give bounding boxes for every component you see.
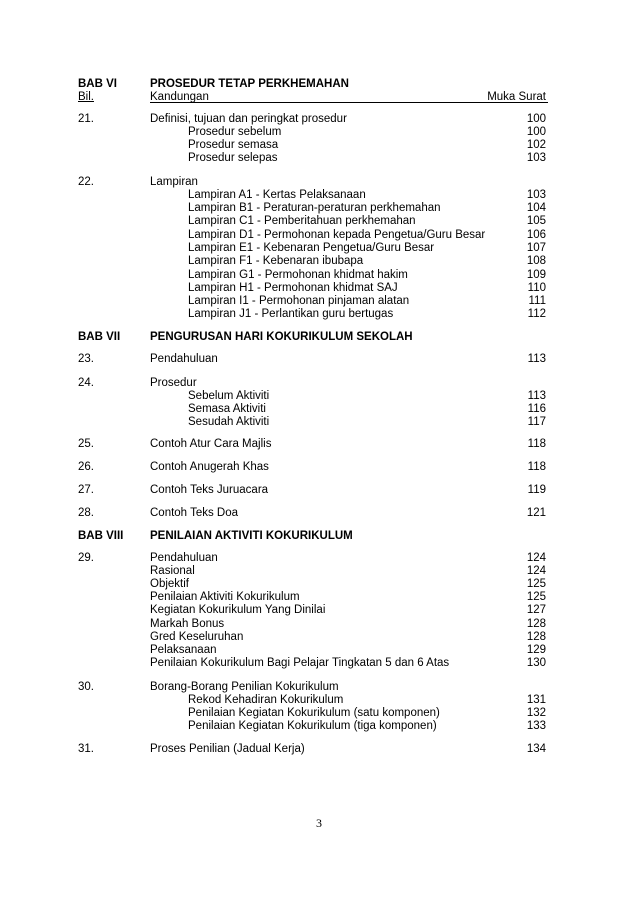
col-bil: Bil.: [78, 91, 94, 103]
toc-row: Sebelum Aktiviti 113: [188, 390, 546, 402]
toc-row: 29. Pendahuluan 124: [78, 552, 546, 564]
toc-row: Rekod Kehadiran Kokurikulum 131: [188, 694, 546, 706]
toc-row: Lampiran I1 - Permohonan pinjaman alatan 111: [188, 295, 546, 307]
toc-row: Prosedur selepas 103: [188, 152, 546, 164]
toc-row: Lampiran A1 - Kertas Pelaksanaan 103: [188, 189, 546, 201]
toc-row: Lampiran G1 - Permohonan khidmat hakim 109: [188, 269, 546, 281]
toc-row: Objektif 125: [150, 578, 546, 590]
toc-row: Markah Bonus 128: [150, 618, 546, 630]
toc-row: Penilaian Kegiatan Kokurikulum (tiga komponen) 133: [188, 720, 546, 732]
toc-row: Rasional 124: [150, 565, 546, 577]
toc-row: Sesudah Aktiviti 117: [188, 416, 546, 428]
toc-row: Lampiran J1 - Perlantikan guru bertugas 112: [188, 308, 546, 320]
page-number: 3: [316, 816, 322, 830]
toc-row: Lampiran B1 - Peraturan-peraturan perkhemahan 104: [188, 202, 546, 214]
toc-row: Lampiran F1 - Kebenaran ibubapa 108: [188, 255, 546, 267]
col-muka-surat: Muka Surat: [487, 91, 546, 103]
toc-row: Semasa Aktiviti 116: [188, 403, 546, 415]
toc-row: Penilaian Kokurikulum Bagi Pelajar Tingkatan 5 dan 6 Atas 130: [150, 657, 546, 669]
toc-row: 31. Proses Penilian (Jadual Kerja) 134: [78, 743, 546, 755]
chapter-label: BAB VI: [78, 78, 117, 90]
toc-row: Lampiran E1 - Kebenaran Pengetua/Guru Besar 107: [188, 242, 546, 254]
toc-row: Kegiatan Kokurikulum Yang Dinilai 127: [150, 604, 546, 616]
toc-row: Gred Keseluruhan 128: [150, 631, 546, 643]
toc-row: Prosedur sebelum 100: [188, 126, 546, 138]
toc-chapter-row: BAB VII PENGURUSAN HARI KOKURIKULUM SEKOLAH: [78, 331, 413, 343]
toc-row: Prosedur semasa 102: [188, 139, 546, 151]
toc-row: Penilaian Kegiatan Kokurikulum (satu komponen) 132: [188, 707, 546, 719]
toc-row: Lampiran D1 - Permohonan kepada Pengetua/Guru Besar 106: [188, 229, 546, 241]
toc-row: Lampiran C1 - Pemberitahuan perkhemahan 105: [188, 215, 546, 227]
toc-row: 27. Contoh Teks Juruacara 119: [78, 484, 546, 496]
toc-row: 24. Prosedur: [78, 377, 197, 389]
chapter-title: PROSEDUR TETAP PERKHEMAHAN: [150, 78, 349, 90]
toc-row: Lampiran H1 - Permohonan khidmat SAJ 110: [188, 282, 546, 294]
col-kandungan: Kandungan: [150, 91, 209, 103]
chapter-header: [78, 77, 548, 91]
toc-row: 30. Borang-Borang Penilian Kokurikulum: [78, 681, 339, 693]
toc-row: 22. Lampiran: [78, 176, 198, 188]
toc-row: 26. Contoh Anugerah Khas 118: [78, 461, 546, 473]
toc-row: 23. Pendahuluan 113: [78, 353, 546, 365]
header-rule: [150, 102, 548, 103]
toc-row: 25. Contoh Atur Cara Majlis 118: [78, 438, 546, 450]
toc-row: Pelaksanaan 129: [150, 644, 546, 656]
toc-row: 21. Definisi, tujuan dan peringkat prosedur 100: [78, 113, 546, 125]
toc-row: Penilaian Aktiviti Kokurikulum 125: [150, 591, 546, 603]
toc-row: 28. Contoh Teks Doa 121: [78, 507, 546, 519]
toc-chapter-row: BAB VIII PENILAIAN AKTIVITI KOKURIKULUM: [78, 530, 353, 542]
